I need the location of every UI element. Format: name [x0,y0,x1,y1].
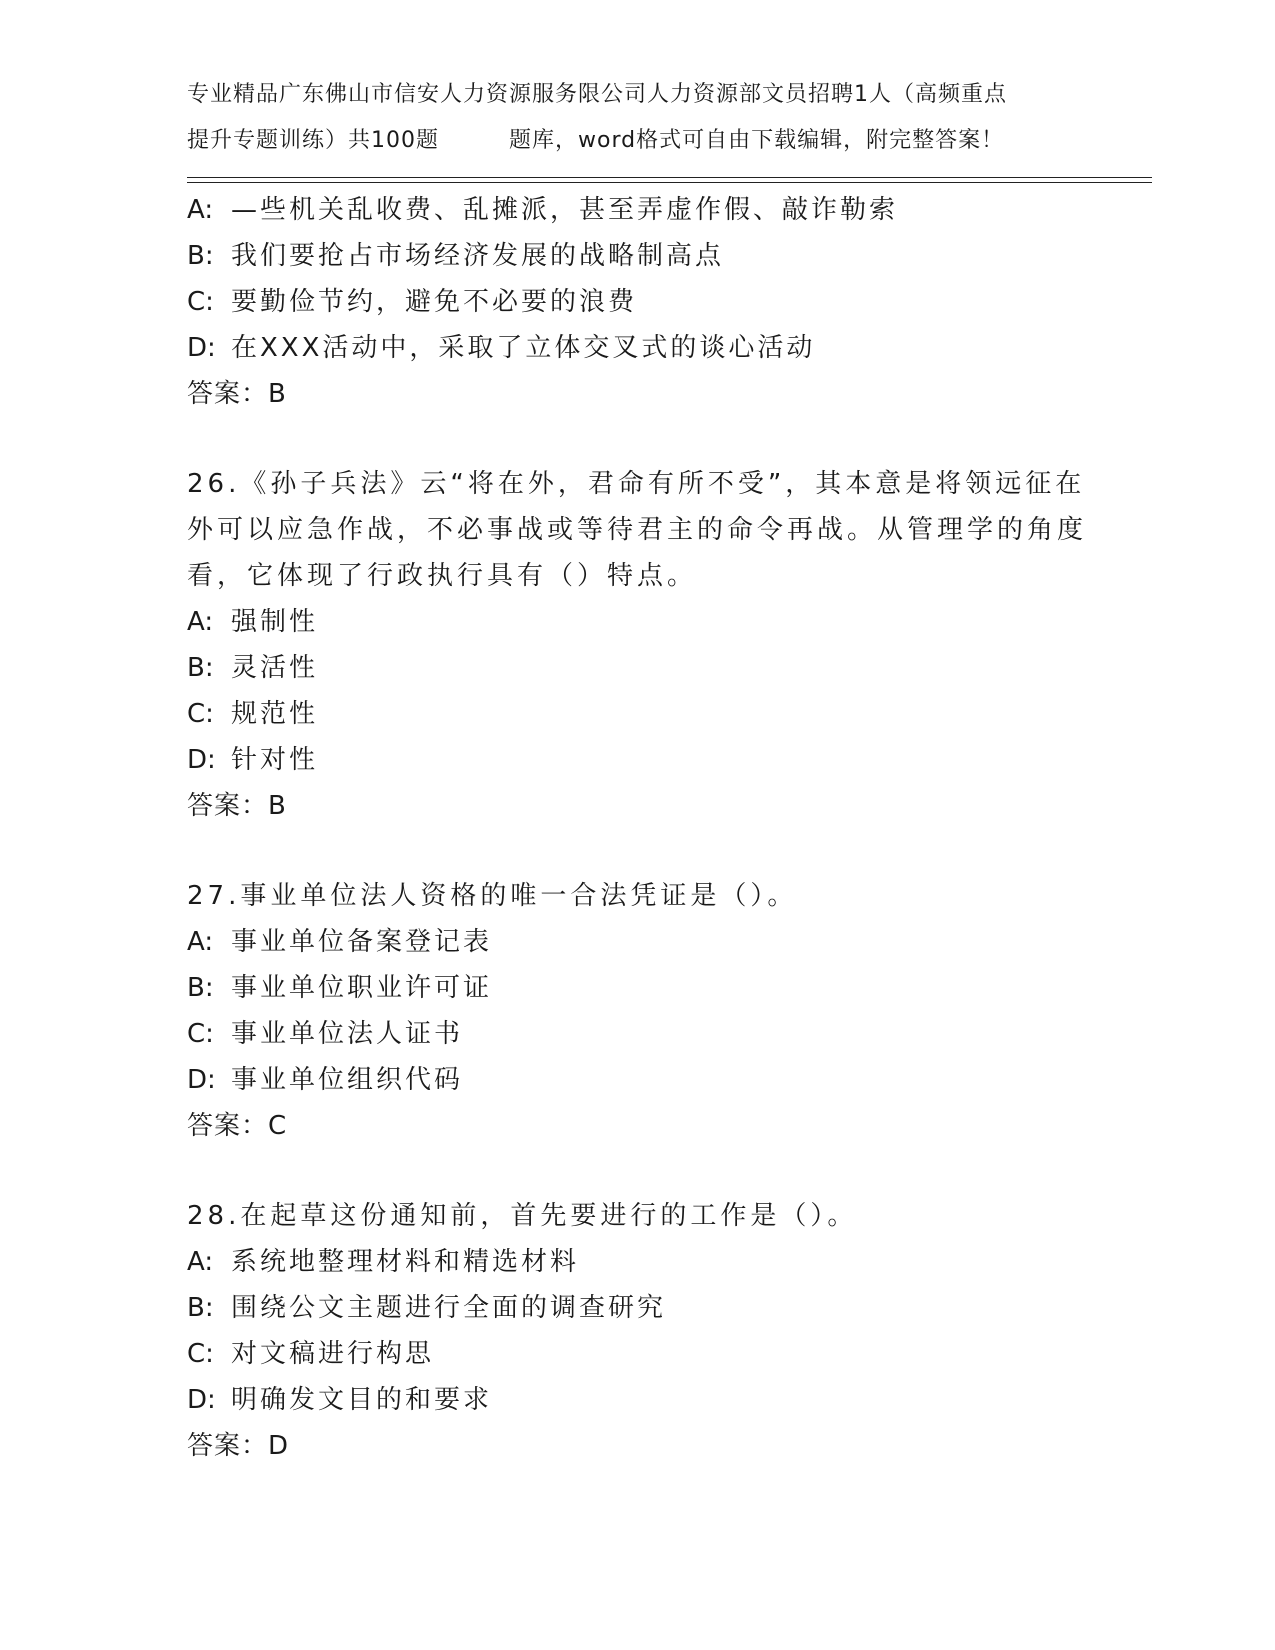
option-a [187,599,1087,645]
option-d [187,1377,1087,1423]
option-text: 明确发文目的和要求 [231,1385,493,1415]
option-text: 规范性 [231,699,319,729]
option-letter: A: [187,195,214,225]
answer-line: 答案：D [187,1431,290,1461]
option-letter: D: [187,745,216,775]
option-text: 我们要抢占市场经济发展的战略制高点 [231,241,725,271]
option-letter: A: [187,1247,214,1277]
option-letter: D: [187,1385,216,1415]
option-letter: B: [187,241,214,271]
option-letter: B: [187,653,214,683]
option-letter: B: [187,973,214,1003]
question-stem [187,1193,1087,1239]
answer-line: 答案：B [187,379,287,409]
question-26-block [187,461,1087,829]
question-28-block [187,1193,1087,1469]
option-b [187,1285,1087,1331]
option-text: 对文稿进行构思 [231,1339,435,1369]
question-27-block [187,873,1087,1149]
option-c [187,1331,1087,1377]
header-title-line-1: 专业精品广东佛山市信安人力资源服务限公司人力资源部文员招聘1人（高频重点 [187,82,1007,107]
option-d [187,1057,1087,1103]
option-text: 灵活性 [231,653,319,683]
option-text: 围绕公文主题进行全面的调查研究 [231,1293,667,1323]
answer-line: 答案：B [187,791,287,821]
header-divider-bottom [187,182,1152,183]
option-letter: C: [187,287,214,317]
option-letter: C: [187,699,214,729]
option-c [187,279,1087,325]
stem-line: 26.《孙子兵法》云“将在外，君命有所不受”，其本意是将领远征在 [187,469,1086,499]
option-c [187,691,1087,737]
header-title-part-b: 题库，word格式可自由下载编辑，附完整答案！ [509,128,1005,153]
question-stem [187,873,1087,919]
prev-question-block [187,187,1087,417]
option-text: 事业单位备案登记表 [231,927,493,957]
option-c [187,1011,1087,1057]
option-a [187,1239,1087,1285]
question-content [187,187,1087,1469]
option-text: 强制性 [231,607,319,637]
stem-line: 外可以应急作战，不必事战或等待君主的命令再战。从管理学的角度 [187,515,1088,545]
option-text: 针对性 [231,745,319,775]
stem-line: 28.在起草这份通知前，首先要进行的工作是（）。 [187,1201,858,1231]
option-letter: A: [187,607,214,637]
option-letter: A: [187,927,214,957]
option-letter: B: [187,1293,214,1323]
option-text: —些机关乱收费、乱摊派，甚至弄虚作假、敲诈勒索 [231,195,899,225]
option-text: 事业单位法人证书 [231,1019,464,1049]
option-a [187,919,1087,965]
option-text: 在XXX活动中，采取了立体交叉式的谈心活动 [231,333,816,363]
option-text: 系统地整理材料和精选材料 [231,1247,580,1277]
option-letter: D: [187,1065,216,1095]
option-b [187,965,1087,1011]
answer-line: 答案：C [187,1111,288,1141]
option-d [187,737,1087,783]
option-text: 事业单位职业许可证 [231,973,493,1003]
option-letter: C: [187,1339,214,1369]
header-divider-top [187,177,1152,178]
option-text: 事业单位组织代码 [231,1065,464,1095]
header-title-line-2 [187,118,1087,164]
option-a [187,187,1087,233]
option-b [187,645,1087,691]
option-text: 要勤俭节约，避免不必要的浪费 [231,287,638,317]
option-d [187,325,1087,371]
stem-line: 27.事业单位法人资格的唯一合法凭证是（）。 [187,881,798,911]
option-b [187,233,1087,279]
option-letter: C: [187,1019,214,1049]
page-header [187,72,1087,164]
option-letter: D: [187,333,216,363]
header-title-part-a: 提升专题训练）共100题 [187,128,439,153]
question-stem [187,461,1087,599]
stem-line: 看，它体现了行政执行具有（）特点。 [187,561,698,591]
